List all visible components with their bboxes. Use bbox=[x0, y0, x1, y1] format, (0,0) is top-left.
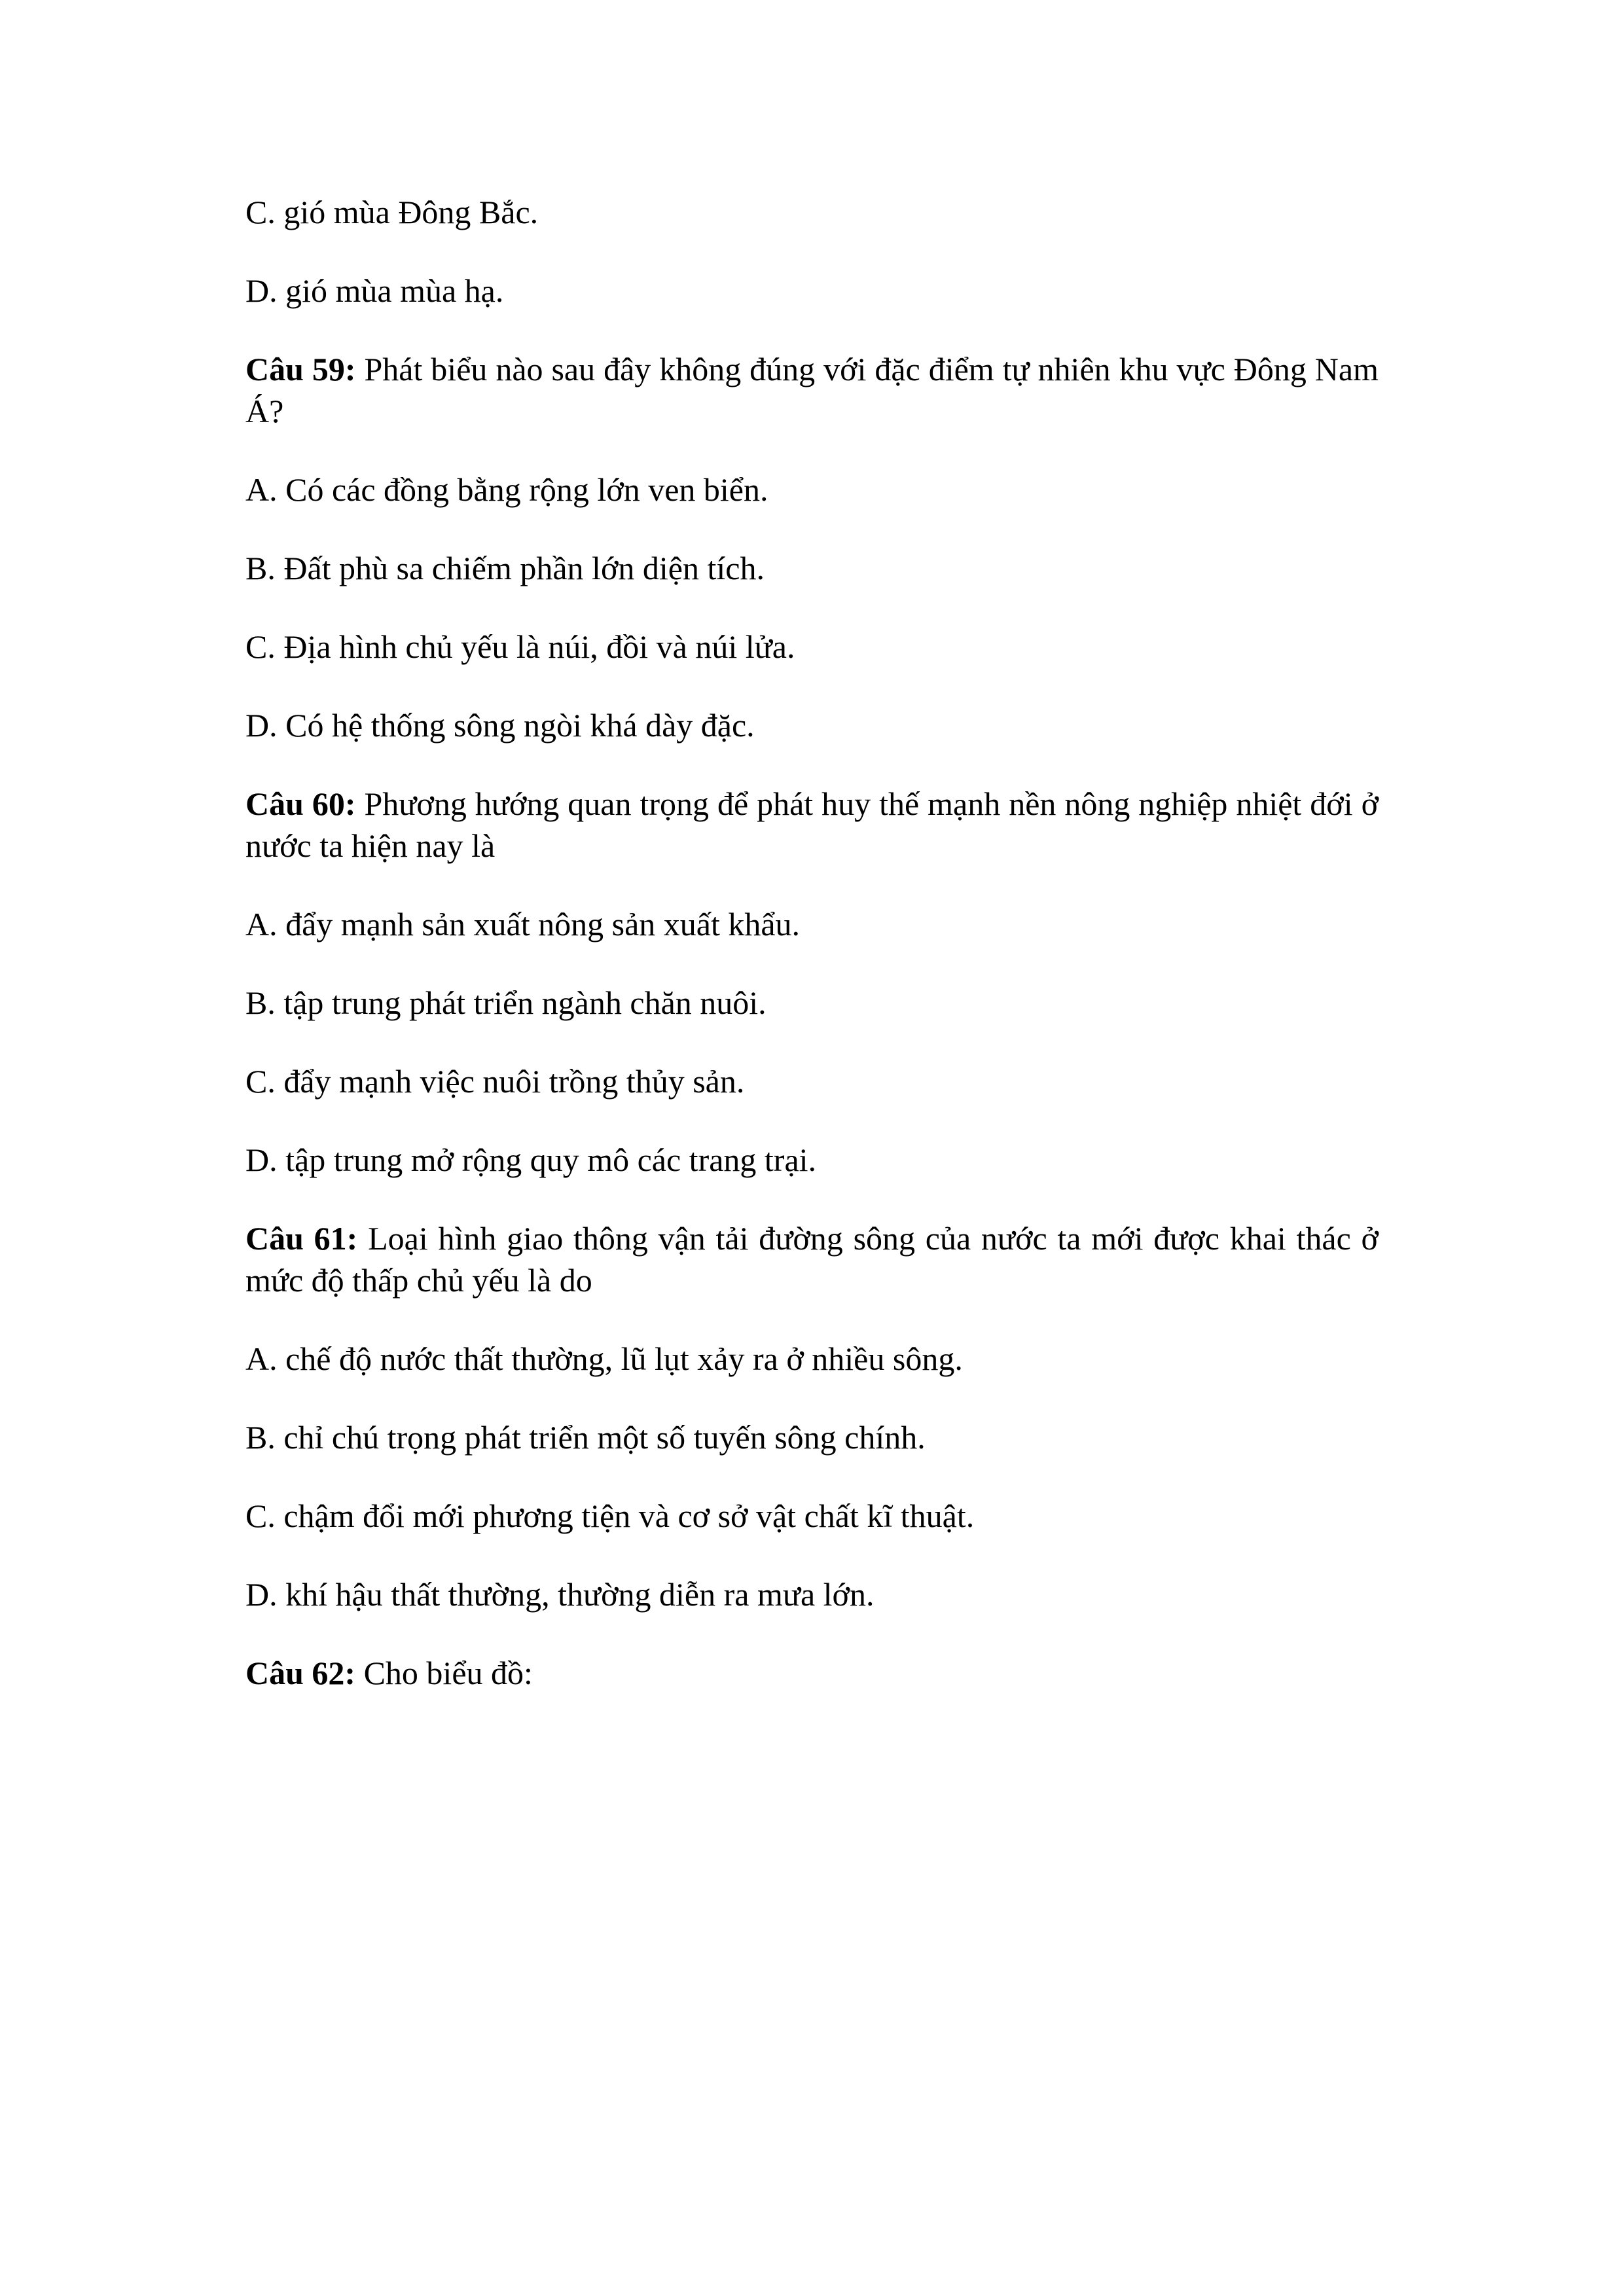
page-content bbox=[245, 191, 1379, 1731]
option-d-previous: D. gió mùa mùa hạ. bbox=[245, 272, 504, 309]
question-59-option-a: A. Có các đồng bằng rộng lớn ven biển. bbox=[245, 471, 768, 508]
question-59-number: Câu 59: bbox=[245, 351, 356, 387]
question-61-text: Loại hình giao thông vận tải đường sông của nước ta mới được khai thác ở mức độ thấp chủ yếu là do bbox=[245, 1220, 1379, 1299]
question-60-number: Câu 60: bbox=[245, 785, 356, 822]
option-c-previous: C. gió mùa Đông Bắc. bbox=[245, 194, 539, 230]
question-60 bbox=[245, 783, 1379, 867]
question-60-option-a: A. đẩy mạnh sản xuất nông sản xuất khẩu. bbox=[245, 906, 801, 942]
question-61 bbox=[245, 1217, 1379, 1301]
question-60-text: Phương hướng quan trọng để phát huy thế mạnh nền nông nghiệp nhiệt đới ở nước ta hiện nay là bbox=[245, 785, 1379, 864]
question-61-number: Câu 61: bbox=[245, 1220, 358, 1257]
question-62-text: Cho biểu đồ: bbox=[363, 1655, 533, 1691]
question-61-option-a: A. chế độ nước thất thường, lũ lụt xảy ra ở nhiều sông. bbox=[245, 1340, 963, 1377]
question-62 bbox=[245, 1652, 1379, 1694]
question-62-number: Câu 62: bbox=[245, 1655, 356, 1691]
question-61-option-b: B. chỉ chú trọng phát triển một số tuyến sông chính. bbox=[245, 1419, 926, 1456]
question-59-option-b: B. Đất phù sa chiếm phần lớn diện tích. bbox=[245, 550, 765, 586]
question-60-option-b: B. tập trung phát triển ngành chăn nuôi. bbox=[245, 984, 767, 1021]
question-59-option-d: D. Có hệ thống sông ngòi khá dày đặc. bbox=[245, 707, 755, 744]
question-59-text: Phát biểu nào sau đây không đúng với đặc điểm tự nhiên khu vực Đông Nam Á? bbox=[245, 351, 1379, 429]
question-61-option-c: C. chậm đổi mới phương tiện và cơ sở vật chất kĩ thuật. bbox=[245, 1498, 975, 1534]
question-61-option-d: D. khí hậu thất thường, thường diễn ra mưa lớn. bbox=[245, 1576, 875, 1613]
question-59 bbox=[245, 348, 1379, 432]
question-60-option-c: C. đẩy mạnh việc nuôi trồng thủy sản. bbox=[245, 1063, 745, 1100]
question-59-option-c: C. Địa hình chủ yếu là núi, đồi và núi lửa. bbox=[245, 628, 795, 665]
question-60-option-d: D. tập trung mở rộng quy mô các trang trại. bbox=[245, 1141, 817, 1178]
